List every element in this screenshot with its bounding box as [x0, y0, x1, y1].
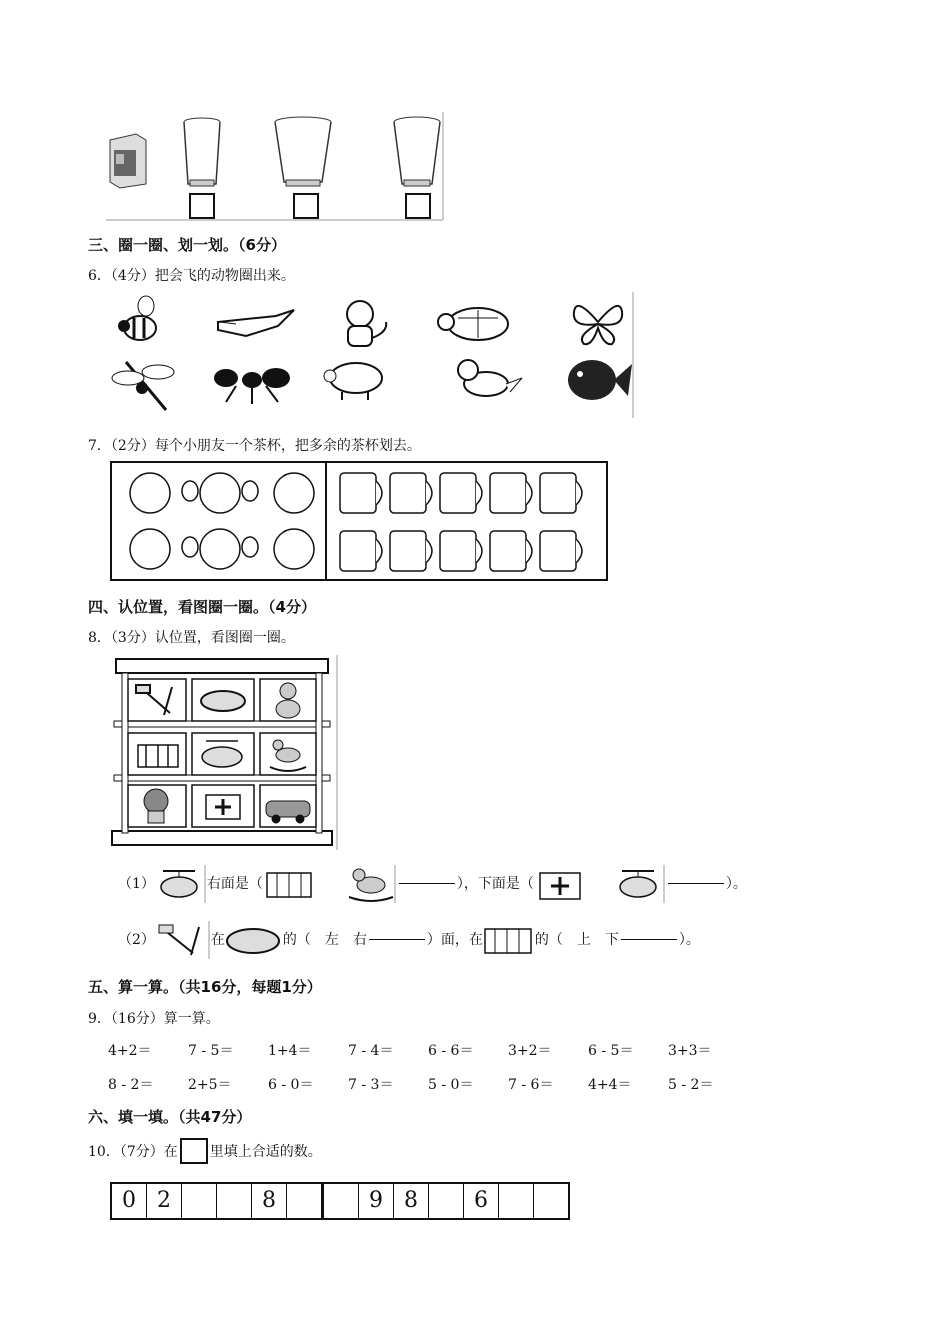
- section-4-title: 四、认位置，看图圈一圈。（4分）: [88, 598, 316, 616]
- q8-sub1-row: [118, 862, 747, 904]
- q8-sub2-number: （2）: [118, 932, 155, 948]
- calc-item[interactable]: 1+4＝: [268, 1043, 312, 1059]
- first-aid-kit-icon: [534, 863, 586, 903]
- animals-picture: [106, 292, 634, 418]
- calc-item[interactable]: 5 - 0＝: [428, 1077, 474, 1093]
- q8-sub2-text-c: ）面，在: [426, 932, 483, 948]
- kids-cups-illustration: [110, 461, 608, 581]
- shelf-illustration: [110, 655, 338, 850]
- q8-sub2-text-b: 的（ 左 右: [282, 932, 367, 948]
- question-10-text-b: 里填上合适的数。: [209, 1144, 322, 1160]
- q8-sub1-text-a: 右面是（: [206, 876, 263, 892]
- section-5-title: 五、算一算。（共16分，每题1分）: [88, 978, 322, 996]
- calc-item[interactable]: 6 - 6＝: [428, 1043, 474, 1059]
- helicopter-icon: [155, 863, 207, 903]
- grid-cell[interactable]: [324, 1184, 359, 1218]
- grid-cell[interactable]: [287, 1184, 321, 1218]
- grid-cell: 6: [464, 1184, 499, 1218]
- q8-sub2-end: ）。: [678, 932, 700, 948]
- calc-item[interactable]: 7 - 6＝: [508, 1077, 554, 1093]
- tambourine-icon: [225, 919, 283, 959]
- number-grid-1: [110, 1182, 323, 1220]
- crocodile-icon: [218, 310, 294, 336]
- blank-line-1[interactable]: [399, 882, 455, 884]
- grid-cell[interactable]: [499, 1184, 534, 1218]
- grid-cell[interactable]: [534, 1184, 568, 1218]
- medium-cup-icon: [394, 117, 440, 186]
- juice-box-icon: [110, 134, 146, 188]
- question-10-text-a: 10．（7分）在: [88, 1144, 178, 1160]
- grid-cell: 0: [112, 1184, 147, 1218]
- blank-line-3[interactable]: [369, 938, 425, 940]
- answer-box-3[interactable]: [405, 193, 431, 219]
- tambourine-icon: [201, 691, 245, 711]
- turtle-icon: [438, 308, 508, 340]
- train-icon: [263, 863, 315, 903]
- bird-icon: [458, 360, 522, 396]
- maracas-icon: [155, 919, 211, 959]
- ant-icon: [214, 368, 290, 404]
- calc-item[interactable]: 6 - 0＝: [268, 1077, 314, 1093]
- grid-cell[interactable]: [217, 1184, 252, 1218]
- grid-cell[interactable]: [182, 1184, 217, 1218]
- rocking-horse-icon: [345, 863, 397, 903]
- animals-illustration: [106, 292, 634, 418]
- cups-illustration: [106, 112, 444, 222]
- section-3-title: 三、圈一圈、划一划。（6分）: [88, 236, 286, 254]
- calc-item[interactable]: 7 - 3＝: [348, 1077, 394, 1093]
- section-6-title: 六、填一填。（共47分）: [88, 1108, 252, 1126]
- wide-cup-icon: [275, 117, 331, 186]
- calc-item[interactable]: 4+4＝: [588, 1077, 632, 1093]
- q8-sub1-number: （1）: [118, 876, 155, 892]
- calc-item[interactable]: 3+2＝: [508, 1043, 552, 1059]
- q8-sub1-text-b: ），下面是（: [456, 876, 534, 892]
- q8-sub2-text-d: 的（ 上 下: [534, 932, 619, 948]
- number-grid-2: [322, 1182, 570, 1220]
- answer-box-1[interactable]: [189, 193, 215, 219]
- fish-icon: [568, 360, 632, 400]
- question-10: [88, 1138, 322, 1164]
- train-icon: [138, 745, 178, 767]
- pig-icon: [324, 363, 382, 400]
- grid-cell: 8: [394, 1184, 429, 1218]
- q8-sub1-end: ）。: [725, 876, 747, 892]
- dragonfly-icon: [112, 362, 174, 410]
- calc-item[interactable]: 3+3＝: [668, 1043, 712, 1059]
- grid-cell[interactable]: [429, 1184, 464, 1218]
- butterfly-icon: [574, 306, 622, 344]
- calc-item[interactable]: 8 - 2＝: [108, 1077, 154, 1093]
- question-8: 8．（3分）认位置，看图圈一圈。: [88, 630, 295, 646]
- grid-cell: 2: [147, 1184, 182, 1218]
- tall-cup-icon: [184, 118, 220, 186]
- calc-item[interactable]: 5 - 2＝: [668, 1077, 714, 1093]
- calc-item[interactable]: 2+5＝: [188, 1077, 232, 1093]
- calc-item[interactable]: 4+2＝: [108, 1043, 152, 1059]
- question-6: 6．（4分）把会飞的动物圈出来。: [88, 268, 295, 284]
- first-aid-kit-icon: [206, 795, 240, 819]
- helicopter-icon: [614, 863, 666, 903]
- calc-item[interactable]: 7 - 5＝: [188, 1043, 234, 1059]
- shelf-picture: [110, 655, 338, 850]
- answer-box-2[interactable]: [293, 193, 319, 219]
- blank-line-2[interactable]: [668, 882, 724, 884]
- kids-cups-picture: [110, 461, 608, 581]
- flower-pot-icon: [144, 789, 168, 823]
- grid-cell: 8: [252, 1184, 287, 1218]
- cups-picture: [106, 112, 444, 222]
- question-7: 7．（2分）每个小朋友一个茶杯，把多余的茶杯划去。: [88, 438, 421, 454]
- grid-cell: 9: [359, 1184, 394, 1218]
- blank-box-icon: [180, 1138, 208, 1164]
- q8-sub2-text-a: 在: [210, 932, 225, 948]
- question-9: 9．（16分）算一算。: [88, 1011, 220, 1027]
- cat-icon: [347, 301, 386, 346]
- blank-line-4[interactable]: [621, 938, 677, 940]
- q8-sub2-row: [118, 918, 700, 960]
- bee-icon: [118, 296, 156, 340]
- calc-item[interactable]: 6 - 5＝: [588, 1043, 634, 1059]
- train-icon: [483, 919, 535, 959]
- calc-item[interactable]: 7 - 4＝: [348, 1043, 394, 1059]
